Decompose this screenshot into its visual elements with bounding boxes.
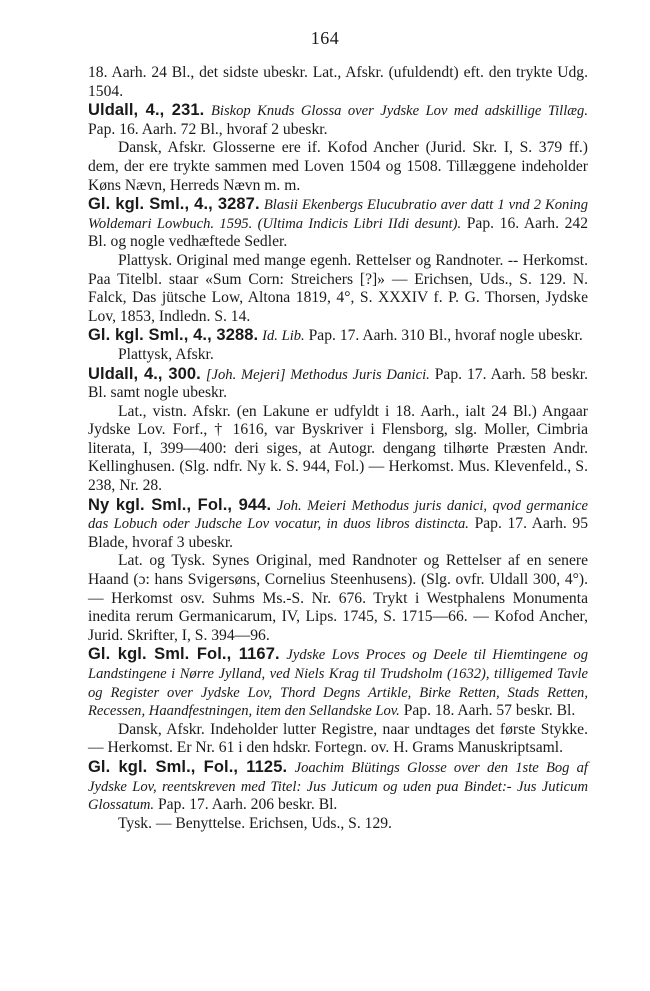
shelf-mark: Ny kgl. Sml., Fol., 944. [88, 495, 272, 514]
entry-note: Dansk, Afskr. Glosserne ere if. Kofod Ancher (Jurid. Skr. I, S. 379 ff.) dem, der ere trykte sammen med Loven 1504 og 1508. Tillæggene indeholder Køns Nævn, Herreds Nævn m. m. [88, 139, 588, 194]
shelf-mark: Uldall, 4., 300. [88, 364, 201, 383]
catalog-entry [88, 365, 588, 496]
catalog-entry [88, 195, 588, 326]
catalog-entry [88, 101, 588, 195]
work-title: Biskop Knuds Glossa over Jydske Lov med adskillige Tillæg. [211, 103, 588, 120]
physical-description: Pap. 16. Aarh. 242 Bl. og nogle vedhæftede Sedler. [88, 214, 588, 251]
catalog-entry [88, 64, 588, 101]
work-title: Joh. Meieri Methodus juris danici, qvod germanice das Lobuch oder Judsche Lov vocatur, in duos libros distincta. [88, 497, 588, 533]
entry-heading [88, 645, 588, 720]
physical-description: Pap. 17. Aarh. 206 beskr. Bl. [158, 796, 338, 814]
entry-heading [88, 326, 588, 346]
physical-description: Pap. 16. Aarh. 72 Bl., hvoraf 2 ubeskr. [88, 120, 328, 138]
shelf-mark: Gl. kgl. Sml., Fol., 1125. [88, 757, 288, 776]
work-title: [Joh. Mejeri] Methodus Juris Danici. [205, 366, 430, 383]
shelf-mark: Uldall, 4., 231. [88, 101, 205, 120]
work-title: Blasii Ekenbergs Elucubratio aver datt 1 vnd 2 Koning Woldemari Lowbuch. 1595. (Ultima Indicis Libri IIdi desunt). [88, 197, 588, 232]
catalog-entry [88, 645, 588, 758]
physical-description: Pap. 17. Aarh. 58 beskr. Bl. samt nogle ubeskr. [88, 365, 588, 402]
entry-text: 18. Aarh. 24 Bl., det sidste ubeskr. Lat., Afskr. (ufuldendt) eft. den trykte Udg. 1504. [88, 64, 588, 100]
shelf-mark: Gl. kgl. Sml. Fol., 1167. [88, 645, 280, 664]
physical-description: Pap. 17. Aarh. 310 Bl., hvoraf nogle ubeskr. [308, 327, 583, 345]
page-number: 164 [310, 28, 340, 48]
entry-note: Lat. og Tysk. Synes Original, med Randnoter og Rettelser af en senere Haand (ɔ: hans Svigersøns, Cornelius Steenhusens). (Slg. ovfr. Uldall 300, 4°). — Herkomst osv. Suhms Ms.-S. Nr. 676. Trykt i Westphalens Monumenta inedita rerum Germanicarum, IV, Lips. 1745, S. 1715—66. — Kofod Ancher, Jurid. Skrifter, I, S. 394—96. [88, 552, 588, 644]
work-title: Joachim Blütings Glosse over den 1ste Bog af Jydske Lov, reentskreven med Titel: Jus Juticum og uden pua Bindet:- Jus Juticum Glossatum. [88, 759, 588, 814]
entry-heading [88, 496, 588, 553]
work-title: Id. Lib. [262, 328, 305, 345]
catalog-entry [88, 496, 588, 646]
entry-note: Dansk, Afskr. Indeholder lutter Registre, naar undtages det første Stykke. — Herkomst. Er Nr. 61 i den hdskr. Fortegn. ov. H. Grams Manuskriptsaml. [88, 720, 588, 757]
entry-heading [88, 101, 588, 139]
work-title: Jydske Lovs Proces og Deele til Hiemtingene og Landstingene i Nørre Jylland, ved Niels Krag til Trudsholm (1632), tilligemed Tavle og Register over Jydske Lov, Thord Degns Artikle, Birke Retten, Stads Retten, Recessen, Haandfestningen, item den Sellandske Lov. [88, 647, 588, 720]
entry-note: Lat., vistn. Afskr. (en Lakune er udfyldt i 18. Aarh., ialt 24 Bl.) Angaar Jydske Lov. Forf., † 1616, var Byskriver i Flensborg, slg. Moller, Cimbria literata, I, 399—400: deri siges, at Autogr. dengang tilhørte Præsten Andr. Kellinghusen. (Slg. ndfr. Ny k. S. 944, Fol.) — Herkomst. Mus. Klevenfeld., S. 238, Nr. 28. [88, 402, 588, 495]
catalog-entries [88, 64, 588, 833]
entry-heading [88, 758, 588, 815]
entry-heading [88, 195, 588, 252]
entry-note: Tysk. — Benyttelse. Erichsen, Uds., S. 129. [118, 814, 392, 832]
physical-description: Pap. 18. Aarh. 57 beskr. Bl. [403, 702, 576, 720]
entry-note: Plattysk. Original med mange egenh. Rettelser og Randnoter. -- Herkomst. Paa Titelbl. staar «Sum Corn: Streichers [?]» — Erichsen, Uds., S. 129. N. Falck, Das jütsche Low, Altona 1819, 4°, S. XXXIV f. P. G. Thorsen, Jydske Lov, 1853, Indledn. S. 14. [88, 251, 588, 325]
entry-heading [88, 365, 588, 403]
shelf-mark: Gl. kgl. Sml., 4., 3287. [88, 195, 260, 214]
shelf-mark: Gl. kgl. Sml., 4., 3288. [88, 326, 259, 345]
entry-note: Plattysk, Afskr. [118, 345, 214, 363]
catalog-entry [88, 758, 588, 833]
physical-description: Pap. 17. Aarh. 95 Blade, hvoraf 3 ubeskr. [88, 515, 589, 551]
catalog-entry [88, 326, 588, 364]
